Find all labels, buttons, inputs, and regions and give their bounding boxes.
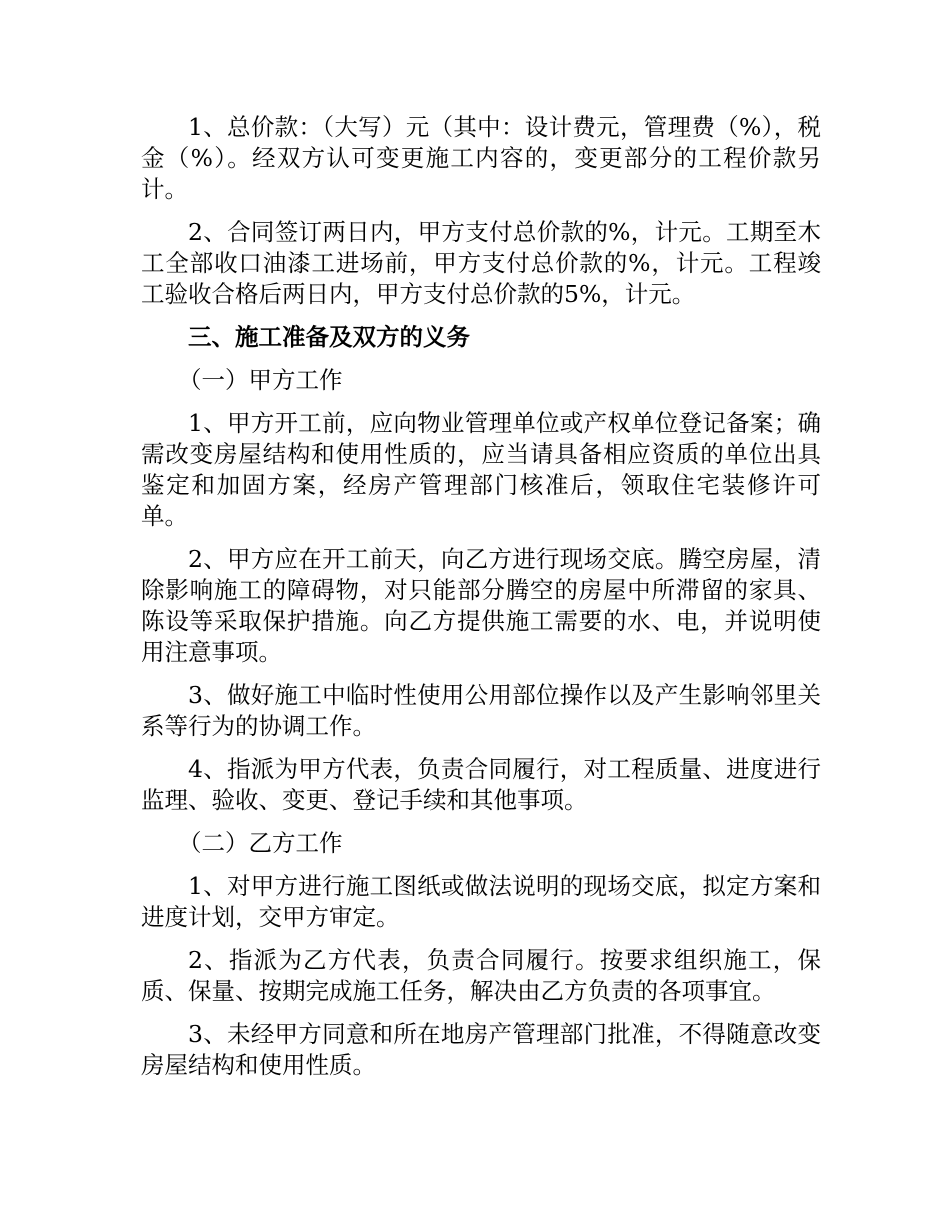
subsection-party-b: （二）乙方工作 bbox=[178, 829, 343, 857]
subsection-party-a: （一）甲方工作 bbox=[178, 366, 343, 394]
section-heading-3: 三、施工准备及双方的义务 bbox=[188, 323, 470, 351]
party-a-duty-4: 4、指派为甲方代表，负责合同履行，对工程质量、进度进行监理、验收、变更、登记手续和其他事项。 bbox=[141, 755, 821, 814]
payment-clause-2: 2、合同签订两日内，甲方支付总价款的%，计元。工期至木工全部收口油漆工进场前，甲方支付总价款的%，计元。工程竣工验收合格后两日内，甲方支付总价款的5%，计元。 bbox=[141, 218, 821, 308]
payment-clause-1: 1、总价款：（大写）元（其中：设计费元，管理费（%），税金（%）。经双方认可变更施工内容的，变更部分的工程价款另计。 bbox=[141, 113, 821, 203]
party-b-duty-1: 1、对甲方进行施工图纸或做法说明的现场交底，拟定方案和进度计划，交甲方审定。 bbox=[141, 872, 821, 931]
document-body bbox=[141, 112, 821, 1093]
party-a-duty-2: 2、甲方应在开工前天，向乙方进行现场交底。腾空房屋，清除影响施工的障碍物，对只能部分腾空的房屋中所滞留的家具、陈设等采取保护措施。向乙方提供施工需要的水、电，并说明使用注意事项。 bbox=[141, 545, 821, 666]
party-a-duty-3: 3、做好施工中临时性使用公用部位操作以及产生影响邻里关系等行为的协调工作。 bbox=[141, 681, 821, 740]
party-a-duty-1: 1、甲方开工前，应向物业管理单位或产权单位登记备案；确需改变房屋结构和使用性质的，应当请具备相应资质的单位出具鉴定和加固方案，经房产管理部门核准后，领取住宅装修许可单。 bbox=[141, 409, 821, 530]
party-b-duty-3: 3、未经甲方同意和所在地房产管理部门批准，不得随意改变房屋结构和使用性质。 bbox=[141, 1020, 821, 1079]
party-b-duty-2: 2、指派为乙方代表，负责合同履行。按要求组织施工，保质、保量、按期完成施工任务，解决由乙方负责的各项事宜。 bbox=[141, 946, 821, 1005]
